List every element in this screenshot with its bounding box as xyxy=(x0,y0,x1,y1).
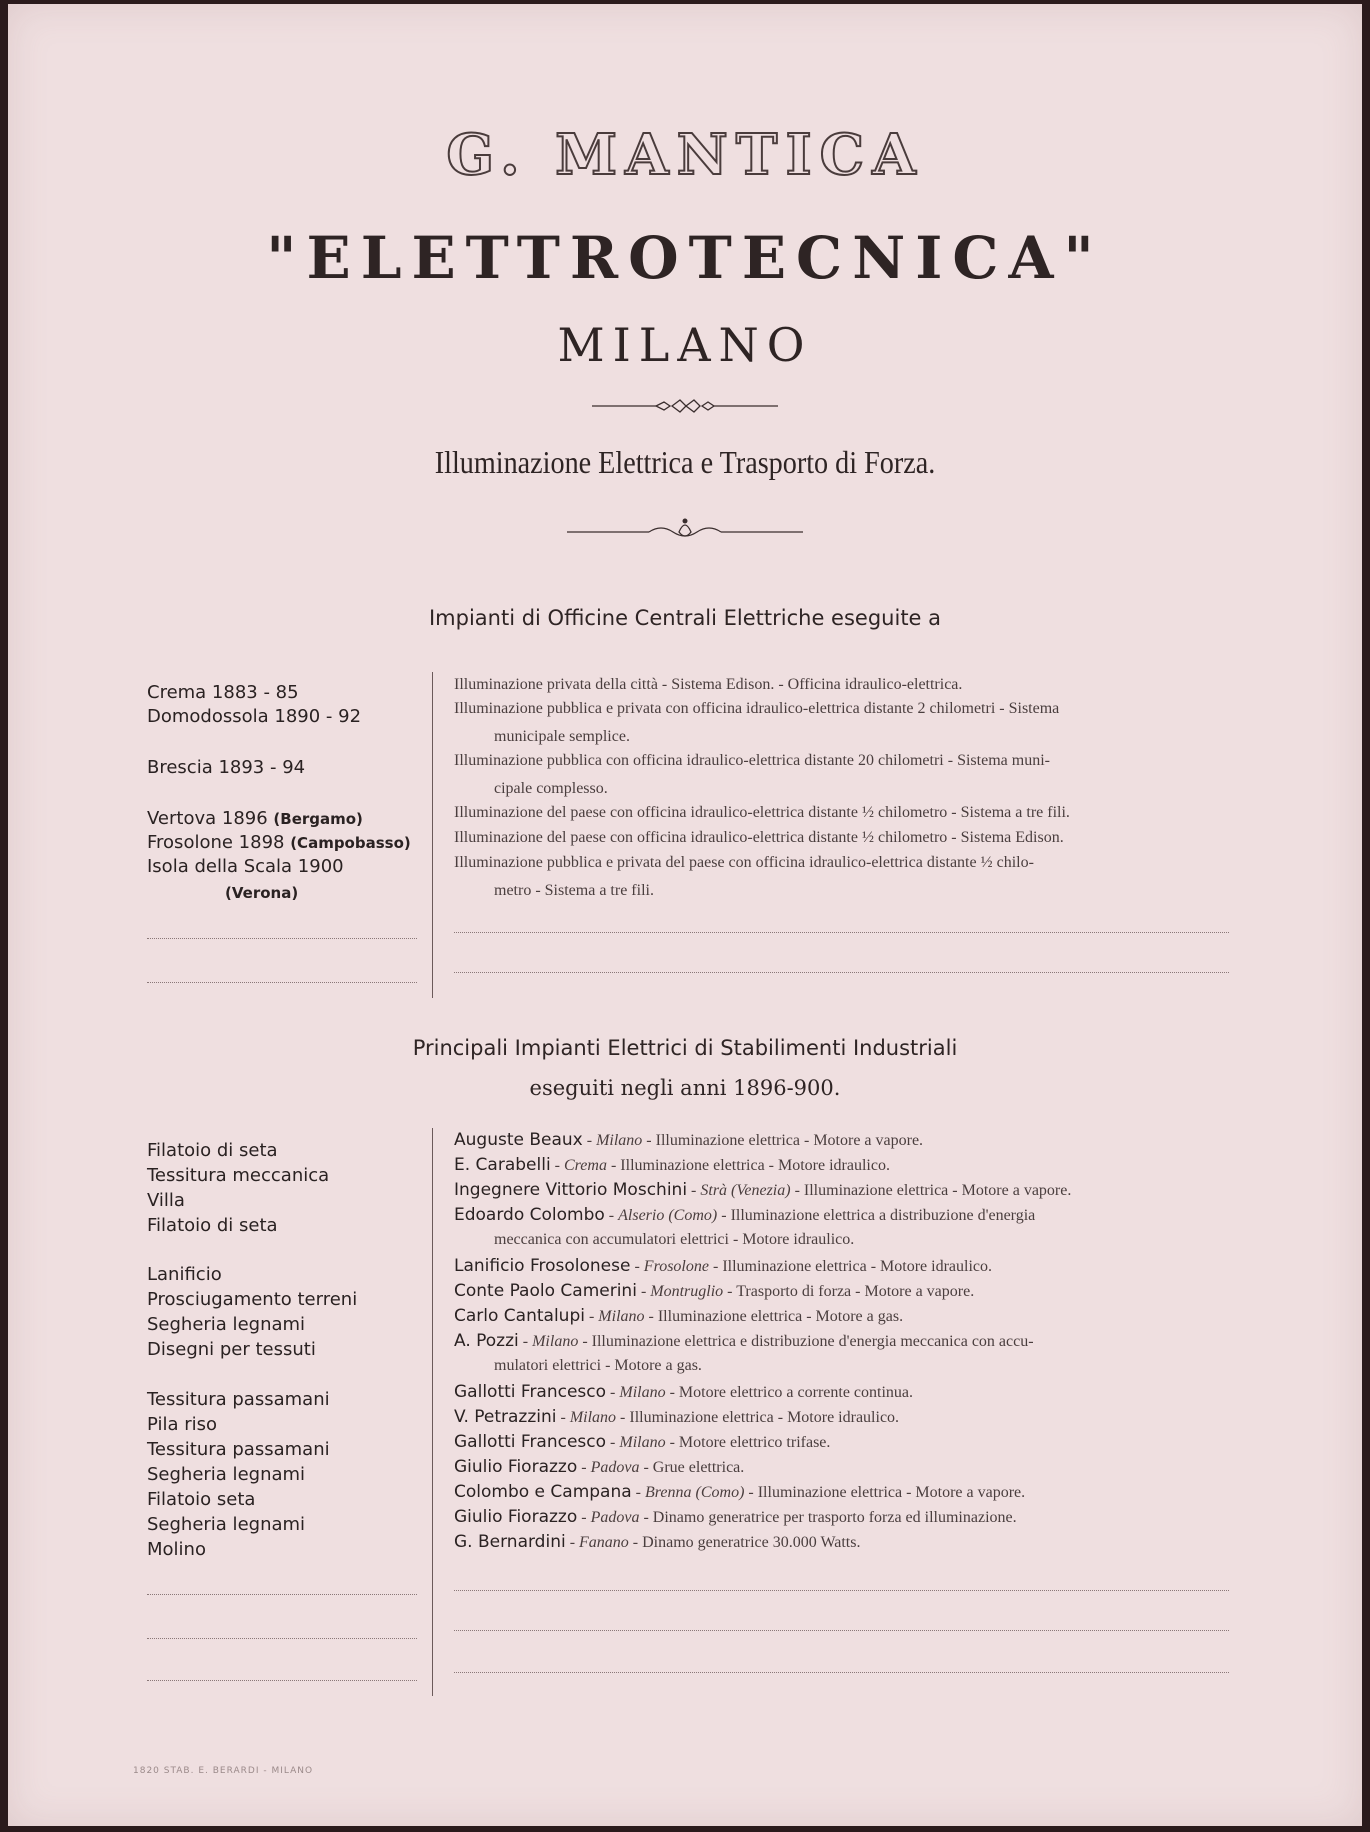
type-item: Segheria legnami xyxy=(147,1314,306,1335)
entry-line: mulatori elettrici - Motore a gas. xyxy=(494,1357,702,1374)
description-line: Illuminazione pubblica con officina idraulico-elettrica distante 20 chilometri - Sistema muni- xyxy=(454,752,1050,769)
description-line: metro - Sistema a tre fili. xyxy=(494,882,654,899)
type-item: Filatoio seta xyxy=(147,1489,256,1510)
entry-line: meccanica con accumulatori elettrici - Motore idraulico. xyxy=(494,1231,855,1248)
blank-line xyxy=(147,938,417,939)
entry-line: Colombo e Campana - Brenna (Como) - Illuminazione elettrica - Motore a vapore. xyxy=(454,1482,1026,1502)
entry-line: Gallotti Francesco - Milano - Motore elettrico a corrente continua. xyxy=(454,1382,914,1402)
blank-line xyxy=(147,1594,417,1595)
entry-line: G. Bernardini - Fanano - Dinamo generatrice 30.000 Watts. xyxy=(454,1532,861,1552)
type-item: Villa xyxy=(147,1190,185,1211)
blank-line xyxy=(454,972,1229,973)
place-item: Frosolone 1898 (Campobasso) xyxy=(147,832,411,853)
type-item: Lanificio xyxy=(147,1264,222,1285)
ornament-flourish-icon xyxy=(8,516,1362,547)
place-item: Crema 1883 - 85 xyxy=(147,682,299,703)
subtitle: Illuminazione Elettrica e Trasporto di Forza. xyxy=(434,444,936,480)
entry-line: E. Carabelli - Crema - Illuminazione elettrica - Motore idraulico. xyxy=(454,1155,890,1175)
type-item: Pila riso xyxy=(147,1414,218,1435)
blank-line xyxy=(454,932,1229,933)
entry-line: Conte Paolo Camerini - Montruglio - Trasporto di forza - Motore a vapore. xyxy=(454,1281,975,1301)
type-item: Filatoio di seta xyxy=(147,1140,278,1161)
blank-line xyxy=(147,982,417,983)
section1-heading: Impianti di Officine Centrali Elettriche eseguite a xyxy=(428,606,942,630)
type-item: Prosciugamento terreni xyxy=(147,1289,358,1310)
printer-imprint: 1820 STAB. E. BERARDI - MILANO xyxy=(133,1766,314,1776)
place-item: Domodossola 1890 - 92 xyxy=(147,706,362,727)
place-item: Brescia 1893 - 94 xyxy=(147,757,306,778)
description-line: Illuminazione del paese con officina idraulico-elettrica distante ½ chilometro - Sistema Edison. xyxy=(454,829,1064,846)
entry-line: Auguste Beaux - Milano - Illuminazione elettrica - Motore a vapore. xyxy=(454,1130,924,1150)
entry-line: Gallotti Francesco - Milano - Motore elettrico trifase. xyxy=(454,1432,831,1452)
description-line: Illuminazione pubblica e privata con officina idraulico-elettrica distante 2 chilometri - Sistema xyxy=(454,700,1060,717)
blank-line xyxy=(454,1590,1229,1591)
type-item: Molino xyxy=(147,1539,206,1560)
document-page xyxy=(8,4,1362,1826)
blank-line xyxy=(147,1680,417,1681)
type-item: Filatoio di seta xyxy=(147,1215,278,1236)
blank-line xyxy=(454,1630,1229,1631)
section2-heading: Principali Impianti Elettrici di Stabilimenti Industriali xyxy=(412,1036,958,1060)
blank-line xyxy=(454,1672,1229,1673)
description-line: municipale semplice. xyxy=(494,728,630,745)
type-item: Segheria legnami xyxy=(147,1464,306,1485)
company-brand: "ELETTROTECNICA" xyxy=(266,224,1104,292)
column-divider xyxy=(432,1128,433,1696)
type-item: Tessitura meccanica xyxy=(147,1165,330,1186)
entry-line: Edoardo Colombo - Alserio (Como) - Illuminazione elettrica a distribuzione d'energia xyxy=(454,1205,1036,1225)
company-name: G. MANTICA xyxy=(446,122,924,188)
entry-line: Giulio Fiorazzo - Padova - Dinamo generatrice per trasporto forza ed illuminazione. xyxy=(454,1507,1017,1527)
type-item: Disegni per tessuti xyxy=(147,1339,316,1360)
blank-line xyxy=(147,1638,417,1639)
column-divider xyxy=(432,672,433,998)
place-item: Vertova 1896 (Bergamo) xyxy=(147,808,363,829)
entry-line: Carlo Cantalupi - Milano - Illuminazione elettrica - Motore a gas. xyxy=(454,1306,904,1326)
entry-line: A. Pozzi - Milano - Illuminazione elettrica e distribuzione d'energia meccanica con accu- xyxy=(454,1331,1034,1351)
description-line: Illuminazione privata della città - Sistema Edison. - Officina idraulico-elettrica. xyxy=(454,676,963,693)
description-line: Illuminazione del paese con officina idraulico-elettrica distante ½ chilometro - Sistema a tre fili. xyxy=(454,804,1070,821)
company-city: MILANO xyxy=(557,318,813,372)
entry-line: V. Petrazzini - Milano - Illuminazione elettrica - Motore idraulico. xyxy=(454,1407,900,1427)
place-item: Isola della Scala 1900 xyxy=(147,856,344,877)
type-item: Tessitura passamani xyxy=(147,1389,330,1410)
ornament-divider-icon xyxy=(8,398,1362,419)
entry-line: Giulio Fiorazzo - Padova - Grue elettrica. xyxy=(454,1457,745,1477)
description-line: Illuminazione pubblica e privata del paese con officina idraulico-elettrica distante ½ chilo- xyxy=(454,854,1034,871)
place-item: (Verona) xyxy=(225,884,299,902)
type-item: Segheria legnami xyxy=(147,1514,306,1535)
section2-subheading: eseguiti negli anni 1896-900. xyxy=(529,1076,841,1100)
entry-line: Ingegnere Vittorio Moschini - Strà (Venezia) - Illuminazione elettrica - Motore a vapore. xyxy=(454,1180,1072,1200)
description-line: cipale complesso. xyxy=(494,780,608,797)
type-item: Tessitura passamani xyxy=(147,1439,330,1460)
entry-line: Lanificio Frosolonese - Frosolone - Illuminazione elettrica - Motore idraulico. xyxy=(454,1256,992,1276)
